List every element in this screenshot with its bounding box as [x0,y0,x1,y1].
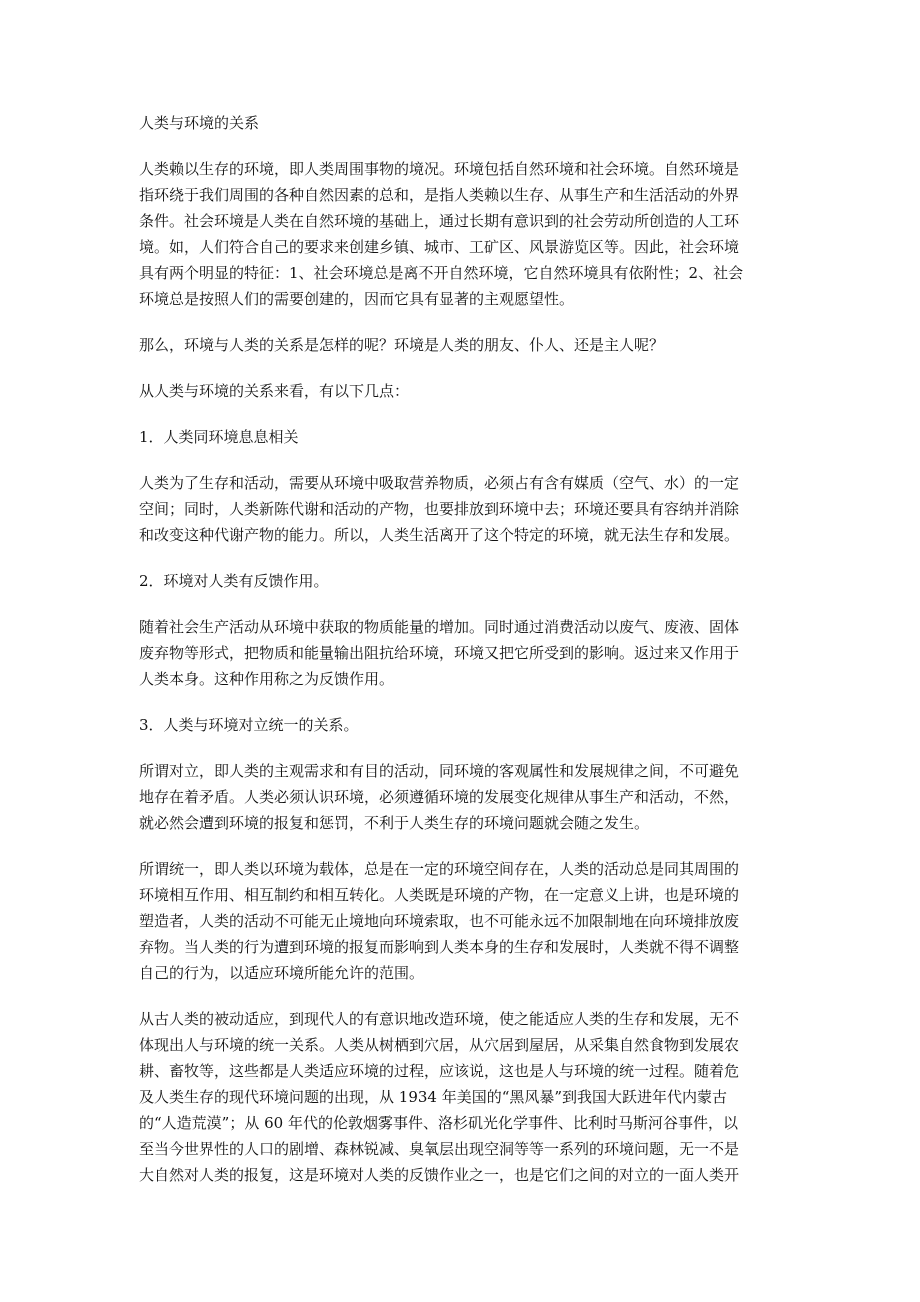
text-line: 塑造者，人类的活动不可能无止境地向环境索取，也不可能永远不加限制地在向环境排放废 [139,912,740,930]
text-line: 条件。社会环境是人类在自然环境的基础上，通过长期有意识到的社会劳动所创造的人工环 [139,212,740,230]
text-line: 耕、畜牧等，这些都是人类适应环境的过程，应该说，这也是人与环境的统一过程。随着危 [139,1062,740,1080]
text-line: 空间；同时，人类新陈代谢和活动的产物，也要排放到环境中去；环境还要具有容纳并消除 [139,500,740,518]
point3-paragraph-unity [139,856,783,986]
text-line: 指环绕于我们周围的各种自然因素的总和，是指人类赖以生存、从事生产和生活活动的外界 [139,186,740,204]
text-line: 从古人类的被动适应，到现代人的有意识地改造环境，使之能适应人类的生存和发展，无不 [139,1010,740,1028]
text-line: 大自然对人类的报复，这是环境对人类的反馈作业之一，也是它们之间的对立的一面人类开 [139,1166,740,1184]
document-page [139,110,783,1208]
points-intro: 从人类与环境的关系来看，有以下几点： [139,382,410,400]
text-line: 境。如，人们符合自己的要求来创建乡镇、城市、工矿区、风景游览区等。因此，社会环境 [139,238,740,256]
point3-heading: 3．人类与环境对立统一的关系。 [139,716,359,734]
text-line: 人类为了生存和活动，需要从环境中吸取营养物质，必须占有含有媒质（空气、水）的一定 [139,474,740,492]
point2-paragraph [139,614,783,692]
text-line: 人类本身。这种作用称之为反馈作用。 [139,670,395,688]
text-line: 地存在着矛盾。人类必须认识环境，必须遵循环境的发展变化规律从事生产和活动，不然， [139,788,740,806]
text-line: 自己的行为，以适应环境所能允许的范围。 [139,964,425,982]
text-line: 及人类生存的现代环境问题的出现，从 1934 年美国的“黑风暴”到我国大跃进年代内蒙古 [139,1088,728,1106]
text-line: 环境总是按照人们的需要创建的，因而它具有显著的主观愿望性。 [139,290,575,308]
point2-heading: 2．环境对人类有反馈作用。 [139,572,329,590]
text-line: 具有两个明显的特征：1、社会环境总是离不开自然环境，它自然环境具有依附性；2、社会 [139,264,744,282]
text-line: 随着社会生产活动从环境中获取的物质能量的增加。同时通过消费活动以废气、废液、固体 [139,618,740,636]
document-title: 人类与环境的关系 [139,114,260,132]
point3-paragraph-opposition [139,758,783,836]
text-line: 就必然会遭到环境的报复和惩罚，不利于人类生存的环境问题就会随之发生。 [139,814,650,832]
text-line: 至当今世界性的人口的剧增、森林锐减、臭氧层出现空洞等等一系列的环境问题，无一不是 [139,1140,740,1158]
text-line: 体现出人与环境的统一关系。人类从树栖到穴居，从穴居到屋居，从采集自然食物到发展农 [139,1036,740,1054]
text-line: 所谓统一，即人类以环境为载体，总是在一定的环境空间存在，人类的活动总是同其周围的 [139,860,740,878]
text-line: 所谓对立，即人类的主观需求和有目的活动，同环境的客观属性和发展规律之间，不可避免 [139,762,740,780]
text-line: 的“人造荒漠”；从 60 年代的伦敦烟雾事件、洛杉矶光化学事件、比利时马斯河谷事件，以 [139,1114,738,1132]
text-line: 废弃物等形式，把物质和能量输出阻抗给环境，环境又把它所受到的影响。返过来又作用于 [139,644,740,662]
text-line: 和改变这种代谢产物的能力。所以，人类生活离开了这个特定的环境，就无法生存和发展。 [139,526,740,544]
point1-paragraph [139,470,783,548]
text-line: 弃物。当人类的行为遭到环境的报复而影响到人类本身的生存和发展时，人类就不得不调整 [139,938,740,956]
text-line: 人类赖以生存的环境，即人类周围事物的境况。环境包括自然环境和社会环境。自然环境是 [139,160,740,178]
intro-paragraph [139,156,783,312]
point1-heading: 1．人类同环境息息相关 [139,428,299,446]
point3-paragraph-history [139,1006,783,1188]
question-paragraph: 那么，环境与人类的关系是怎样的呢？环境是人类的朋友、仆人、还是主人呢？ [139,336,665,354]
text-line: 环境相互作用、相互制约和相互转化。人类既是环境的产物，在一定意义上讲，也是环境的 [139,886,740,904]
